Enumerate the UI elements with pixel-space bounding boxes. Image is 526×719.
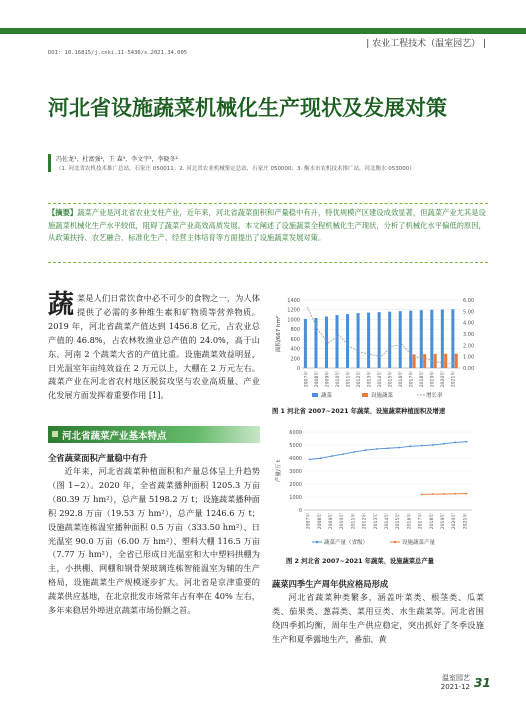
bar-vegetable (399, 311, 402, 368)
y-tick-label: 800 (290, 327, 300, 334)
y2-tick-label: 2.00 (463, 343, 475, 350)
bar-vegetable (346, 314, 349, 368)
legend-label: 蔬菜 (321, 393, 333, 399)
x-tick-label: 2014年 (385, 513, 390, 530)
y-tick-label: 600 (290, 336, 300, 343)
bar-vegetable (325, 317, 328, 368)
figure2-caption: 图 2 河北省 2007~2021 年蔬菜、设施蔬菜总产量 (286, 558, 434, 565)
body-paragraph: 近年来，河北省蔬菜种植面积和产量总体呈上升趋势（图 1~2）。2020 年，全省蔬菜播种面积 1205.3 万亩（80.39 万 hm²），总产量 5198.2 万 t；设施蔬菜播种面积 292.8 万亩（19.53 万 hm²），总产量 1246.6 万 t；设施蔬菜连栋温室播种面积 0.5 万亩（333.50 hm²）、日光温室 90.0 万亩（6.00 万 hm²）、塑料大棚 116.5 万亩（7.77 万 hm²），全省已形成日光温室和大中塑料拱棚为主，小拱棚、网棚和钢骨架玻璃连栋智能温室为辅的生产格局，设施蔬菜生产规模逐步扩大。河北省是京津重要的蔬菜供应基地，在北京批发市场常年占有率在 40% 左右，多年来稳居外埠进京蔬菜市场份额之首。 (48, 466, 260, 616)
x-tick-label: 2018年 (429, 513, 435, 530)
x-tick-label: 2017年 (418, 513, 424, 530)
y-tick-label: 5000 (289, 443, 302, 449)
bar-vegetable (357, 313, 360, 368)
data-point (354, 451, 356, 453)
x-tick-label: 2019年 (430, 371, 436, 388)
x-tick-label: 2014年 (378, 371, 383, 388)
bar-vegetable (409, 311, 412, 368)
x-tick-label: 2018年 (420, 371, 426, 388)
y2-tick-label: 1.00 (463, 354, 475, 361)
data-point (320, 457, 322, 459)
data-point (421, 445, 423, 447)
data-point (454, 493, 456, 495)
x-tick-label: 2009年 (325, 371, 331, 388)
figure1-caption: 图 1 河北省 2007~2021 年蔬菜、设施蔬菜种植面积及增速 (272, 408, 446, 415)
y-tick-label: 200 (290, 356, 300, 363)
bar-facility (423, 354, 426, 368)
x-tick-label: 2012年 (356, 371, 362, 388)
abstract (48, 203, 488, 263)
x-tick-label: 2007年 (304, 371, 310, 388)
intro-paragraph (48, 292, 260, 403)
x-tick-label: 2015年 (388, 371, 394, 388)
x-tick-label: 2011年 (351, 513, 357, 530)
data-point (410, 445, 412, 447)
author-marker (48, 154, 51, 172)
y-tick-label: 3000 (289, 469, 302, 475)
y-tick-label: 1400 (287, 298, 300, 304)
bar-vegetable (420, 310, 423, 368)
dropcap: 蔬 (48, 290, 75, 320)
legend-label: 增长率 (426, 393, 443, 399)
y-axis-label: 面积/667 hm² (276, 315, 282, 353)
x-tick-label: 2010年 (335, 371, 341, 388)
x-tick-label: 2021年 (463, 513, 469, 530)
x-tick-label: 2016年 (407, 513, 413, 530)
x-tick-label: 2010年 (340, 513, 346, 530)
data-point (387, 447, 389, 449)
bar-facility (444, 354, 447, 368)
y-tick-label: 1000 (287, 317, 300, 324)
data-point (432, 493, 434, 495)
legend-label: 蔬菜产量（省级） (324, 540, 369, 546)
y-tick-label: 2000 (289, 482, 302, 488)
x-tick-label: 2007年 (306, 513, 312, 530)
x-tick-label: 2017年 (409, 371, 415, 388)
legend-swatch (362, 393, 368, 397)
bar-vegetable (430, 310, 433, 368)
data-point (342, 453, 344, 455)
authors: 冯佐龙¹，杜富强²，王 森³，李文宇³，李晓冬² (56, 156, 178, 163)
bar-vegetable (441, 309, 444, 368)
y2-tick-label: 6.00 (463, 298, 475, 304)
bar-vegetable (314, 318, 317, 368)
data-point (443, 443, 445, 445)
x-tick-label: 2013年 (373, 513, 379, 530)
x-tick-label: 2020年 (452, 513, 458, 530)
x-tick-label: 2016年 (399, 371, 405, 388)
data-point (443, 493, 445, 495)
bar-vegetable (335, 315, 338, 368)
bar-vegetable (367, 313, 370, 368)
y-tick-label: 6000 (289, 430, 302, 436)
figure2-chart (272, 426, 488, 546)
doi: DOI: 10.16815/j.cnki.11-5436/s.2021.34.005 (48, 50, 188, 56)
footer-issue: 2021-12 (440, 683, 470, 691)
x-tick-label: 2008年 (314, 371, 320, 388)
data-point (376, 448, 378, 450)
x-tick-label: 2011年 (346, 371, 352, 388)
x-tick-label: 2008年 (317, 513, 323, 530)
bar-facility (455, 354, 458, 368)
y-tick-label: 1200 (287, 307, 300, 314)
y2-tick-label: 4.00 (463, 320, 475, 327)
x-tick-label: 2015年 (396, 513, 402, 530)
y-tick-label: 0 (298, 508, 302, 514)
series-line (310, 442, 467, 460)
bar-vegetable (451, 309, 454, 368)
y-tick-label: 4000 (289, 456, 302, 462)
x-tick-label: 2012年 (362, 513, 368, 530)
journal-section-label: | 农业工程技术（温室园艺） | (366, 39, 486, 49)
x-tick-label: 2020年 (441, 371, 447, 388)
y2-tick-label: 3.00 (463, 332, 475, 338)
legend-swatch (312, 393, 318, 397)
x-tick-label: 2019年 (441, 513, 446, 530)
data-point (454, 442, 456, 444)
affiliations: （1. 河北省农机技术推广总站，石家庄 050011；2. 河北省农业机械鉴定总站，石家庄 050000；3. 衡水市农机技术推广站，河北衡水 053000） (56, 166, 415, 172)
x-tick-label: 2009年 (329, 513, 334, 530)
figure1-chart (272, 294, 488, 404)
y2-tick-label: 5.00 (463, 309, 475, 316)
data-point (466, 493, 468, 495)
legend-label: 设施蔬菜 (371, 393, 394, 399)
y-tick-label: 1000 (289, 495, 302, 501)
article-title: 河北省设施蔬菜机械化生产现状及发展对策 (48, 95, 447, 120)
data-point (421, 494, 423, 496)
data-point (309, 459, 311, 461)
footer-journal-name: 温室园艺 (442, 674, 470, 682)
y-tick-label: 400 (290, 346, 300, 353)
data-point (331, 455, 333, 457)
legend-marker (394, 541, 396, 543)
data-point (432, 444, 434, 446)
legend-marker (316, 541, 318, 543)
legend-label: 设施蔬菜产量 (402, 540, 436, 546)
body-paragraph-2: 河北省蔬菜种类繁多，涵盖叶菜类、根茎类、瓜菜类、茄果类、葱蒜类、菜用豆类、水生蔬菜等。河北省围绕四季抓均衡，周年生产供应稳定，突出抓好了冬季设施生产和夏季露地生产，番茄、黄 (272, 592, 484, 644)
x-tick-label: 2021年 (451, 371, 457, 388)
subsection-heading-2: 蔬菜四季生产周年供应格局形成 (272, 579, 389, 589)
header-bar (0, 28, 526, 34)
bar-vegetable (304, 319, 307, 368)
data-point (466, 441, 468, 443)
data-point (365, 449, 367, 451)
page-number: 31 (474, 676, 491, 690)
data-point (398, 447, 400, 449)
abstract-text: 蔬菜产业是河北省农业支柱产业，近年来，河北省蔬菜面积和产量稳中有升，特优规模产区建设成效显著，但蔬菜产业尤其是设施蔬菜机械化生产水平较低，阻碍了蔬菜产业高效高质发展。本文阐述了设施蔬菜全程机械化生产现状，分析了机械化水平偏低的原因，从政策扶持、农艺融合、标准化生产、经营主体培育等方面提出了设施蔬菜发展对策。 (48, 208, 486, 242)
x-tick-label: 2013年 (367, 371, 373, 388)
bar-vegetable (378, 312, 381, 368)
subsection-heading: 全省蔬菜面积产量稳中有升 (48, 453, 148, 463)
bar-vegetable (388, 312, 391, 368)
abstract-tag: 【摘要】 (48, 208, 78, 217)
footer-journal (420, 674, 470, 692)
y-tick-label: 0 (296, 366, 300, 372)
section-heading: 河北省蔬菜产业基本特点 (48, 426, 260, 443)
y-axis-label: 产量/万 t (276, 459, 282, 483)
intro-text: 菜是人们日常饮食中必不可少的食物之一，为人体提供了必需的多种维生素和矿物质等营养物质。2019 年，河北省蔬菜产值达到 1456.8 亿元，占农业总产值的 46.8%，占农林牧渔业总产值的 24.0%，高于山东、河南 2 个蔬菜大省的产值比重。设施蔬菜效益明显，日光温室年亩纯效益在 2 万元以上，大棚在 2 万元左右。蔬菜产业在河北省农村地区脱贫攻坚与农业高质量、产业化发展方面发挥着重要作用 [1]。 (48, 293, 260, 401)
y2-tick-label: 0.00 (463, 366, 475, 372)
